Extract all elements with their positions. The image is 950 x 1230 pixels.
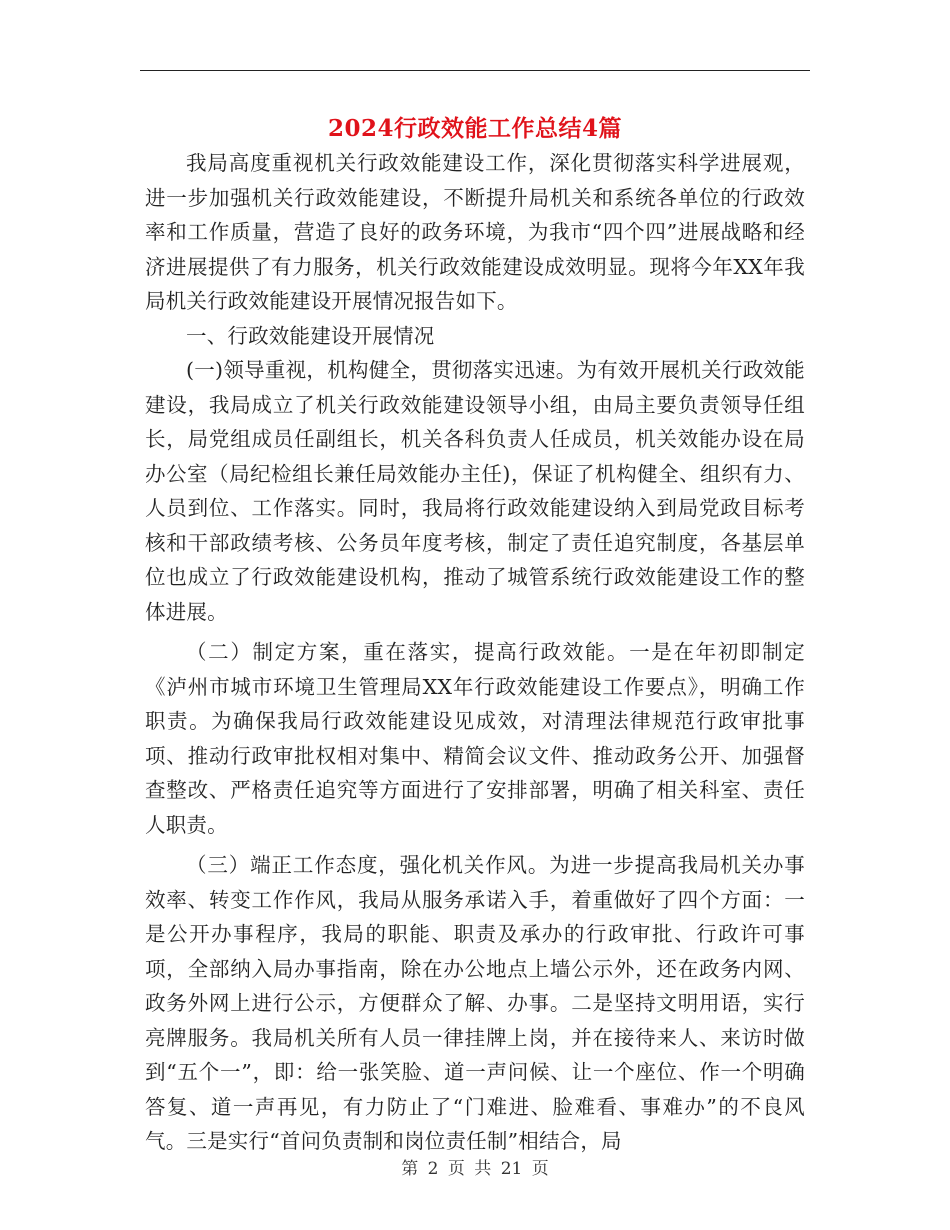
paragraph-intro: 我局高度重视机关行政效能建设工作，深化贯彻落实科学进展观，进一步加强机关行政效能建设，不断提升局机关和系统各单位的行政效率和工作质量，营造了良好的政务环境，为我市“四个四”进展战略和经济进展提供了有力服务，机关行政效能建设成效明显。现将今年XX年我局机关行政效能建设开展情况报告如下。 [145,151,805,313]
paragraph-section-2: （二）制定方案，重在落实，提高行政效能。一是在年初即制定《泸州市城市环境卫生管理局XX年行政效能建设工作要点》，明确工作职责。为确保我局行政效能建设见成效，对清理法律规范行政审批事项、推动行政审批权相对集中、精简会议文件、推动政务公开、加强督查整改、严格责任追究等方面进行了安排部署，明确了相关科室、责任人职责。 [145,640,805,837]
page-footer: 第 2 页 共 21 页 [401,1159,549,1179]
paragraph-section-1: (一)领导重视，机构健全，贯彻落实迅速。为有效开展机关行政效能建设，我局成立了机关行政效能建设领导小组，由局主要负责领导任组长，局党组成员任副组长，机关各科负责人任成员，机关效能办设在局办公室（局纪检组长兼任局效能办主任)，保证了机构健全、组织有力、人员到位、工作落实。同时，我局将行政效能建设纳入到局党政目标考核和干部政绩考核、公务员年度考核，制定了责任追究制度，各基层单位也成立了行政效能建设机构，推动了城管系统行政效能建设工作的整体进展。 [145,358,805,624]
header-rule [140,70,810,71]
section-heading: 一、行政效能建设开展情况 [186,323,435,348]
document-title: 2024行政效能工作总结4篇 [327,115,623,142]
paragraph-section-3: （三）端正工作态度，强化机关作风。为进一步提高我局机关办事效率、转变工作作风，我局从服务承诺入手，着重做好了四个方面：一是公开办事程序，我局的职能、职责及承办的行政审批、行政许可事项，全部纳入局办事指南，除在办公地点上墙公示外，还在政务内网、政务外网上进行公示，方便群众了解、办事。二是坚持文明用语，实行亮牌服务。我局机关所有人员一律挂牌上岗，并在接待来人、来访时做到“五个一”，即：给一张笑脸、道一声问候、让一个座位、作一个明确答复、道一声再见，有力防止了“门难进、脸难看、事难办”的不良风气。三是实行“首问负责制和岗位责任制”相结合，局 [145,853,805,1153]
document-body [145,146,805,1159]
